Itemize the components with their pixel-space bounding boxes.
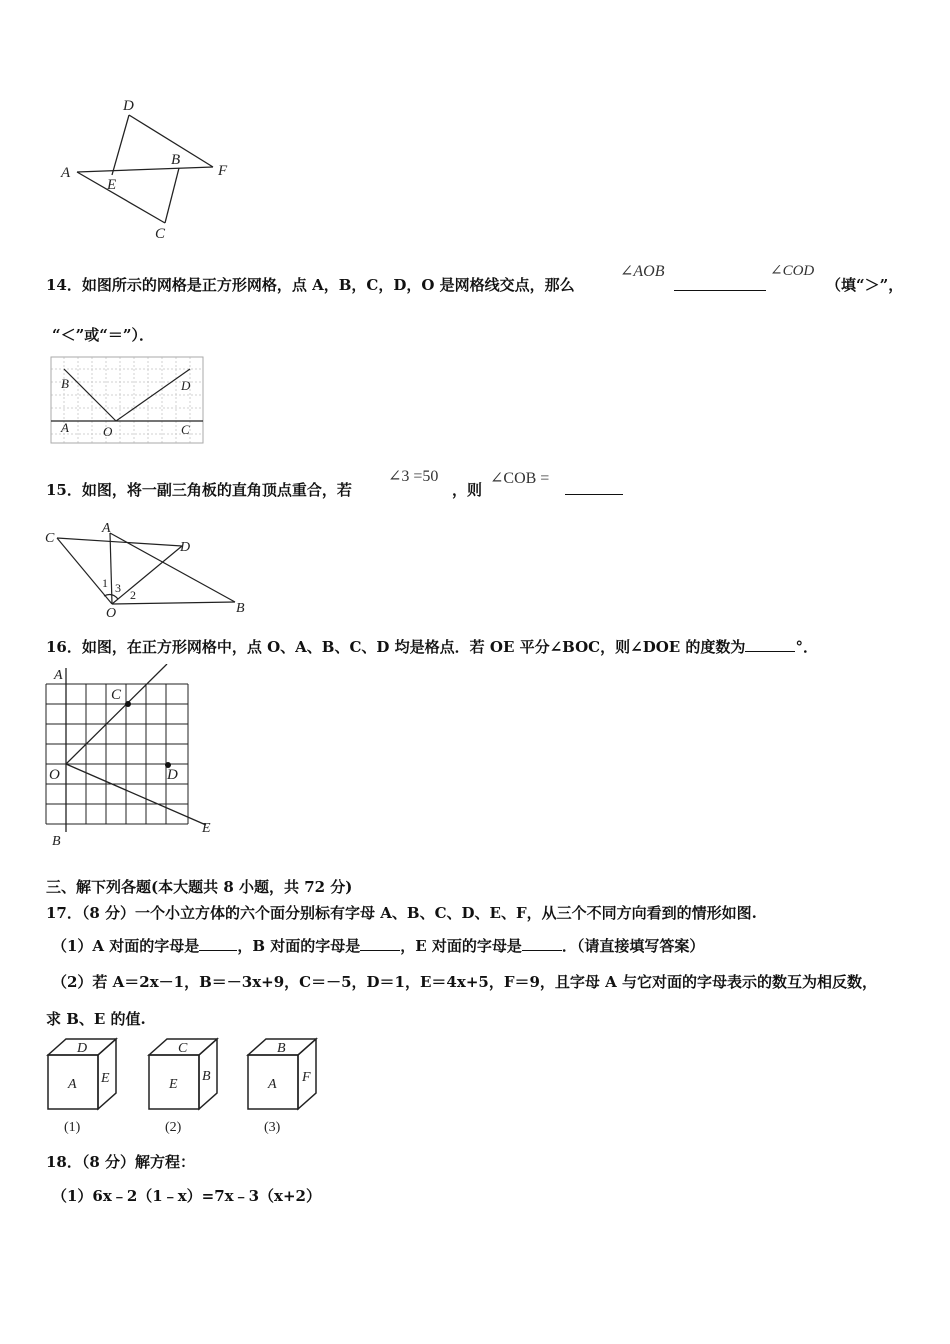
question-number: 16． <box>46 638 82 656</box>
question-number: 17． <box>46 904 82 922</box>
question-16-tail: °． <box>795 638 818 656</box>
line-OB <box>112 602 235 604</box>
figure-q16-grid <box>40 664 220 849</box>
line-OE <box>66 764 206 825</box>
cube-1 <box>40 1036 130 1138</box>
cube-3 <box>240 1036 330 1138</box>
question-text: 如图，将一副三角板的直角顶点重合，若 <box>81 481 352 499</box>
label-B: B <box>171 152 181 168</box>
question-15 <box>46 479 352 500</box>
label-O: O <box>49 767 60 783</box>
cube-front-label: E <box>169 1077 178 1092</box>
line-OC <box>66 664 167 764</box>
label-B: B <box>52 834 61 849</box>
cube-side-label: E <box>101 1071 110 1086</box>
cube-caption: (1) <box>64 1120 81 1135</box>
label-E: E <box>107 177 117 193</box>
label-C: C <box>111 687 122 703</box>
angle-cob: ∠COB = <box>490 470 550 487</box>
answer-blank-15[interactable] <box>565 493 623 495</box>
question-number: 14． <box>46 276 82 294</box>
question-text: 如图，在正方形网格中，点 O、A、B、C、D 均是格点．若 OE 平分∠BOC，则∠DOE 的度数为 <box>81 638 746 656</box>
label-B: B <box>236 601 245 616</box>
question-17 <box>46 902 757 923</box>
label-A: A <box>54 668 63 683</box>
answer-blank-14[interactable] <box>674 289 766 291</box>
question-text: （8 分）一个小立方体的六个面分别标有字母 A、B、C、D、E、F，从三个不同方向看到的情形如图. <box>81 904 757 922</box>
label-B: B <box>61 376 69 391</box>
label-A: A <box>61 165 71 181</box>
line-AC <box>77 172 165 223</box>
angle-aob: ∠AOB <box>620 263 665 280</box>
cube-side-label: F <box>302 1070 311 1085</box>
question-17-part1: （1）A 对面的字母是 ，B 对面的字母是 ，E 对面的字母是 ．（请直接填写答案） <box>52 937 705 955</box>
line-CD <box>57 538 182 546</box>
point-C <box>125 701 131 707</box>
figure-q15 <box>40 520 250 620</box>
label-O: O <box>103 424 113 439</box>
line-CO <box>57 538 112 604</box>
answer-blank-17-c[interactable] <box>522 936 562 951</box>
line-AF <box>77 167 213 172</box>
label-O: O <box>106 606 117 620</box>
line-AB <box>110 533 235 602</box>
label-1: 1 <box>102 576 108 590</box>
question-14 <box>46 274 575 295</box>
question-17-part2-cont: 求 B、E 的值. <box>46 1010 146 1028</box>
label-F: F <box>218 163 228 179</box>
line-DO <box>112 546 182 604</box>
question-16 <box>46 636 818 657</box>
cube-front-label: A <box>268 1077 277 1092</box>
line-AO <box>110 533 112 604</box>
answer-blank-17-a[interactable] <box>199 936 237 951</box>
question-number: 15． <box>46 481 82 499</box>
label-C: C <box>45 531 55 546</box>
cube-top-label: C <box>178 1041 188 1056</box>
section-3-title: 三、解下列各题(本大题共 8 小题，共 72 分) <box>46 878 353 896</box>
label-C: C <box>181 422 190 437</box>
line-DE <box>112 115 129 175</box>
label-E: E <box>202 821 211 836</box>
cube-front-label: A <box>68 1077 77 1092</box>
label-A: A <box>61 420 69 435</box>
question-text: 如图所示的网格是正方形网格，点 A，B，C，D，O 是网格线交点，那么 <box>81 276 575 294</box>
given-angle-3: ∠3 =50 <box>388 468 439 485</box>
label-D: D <box>167 767 178 783</box>
question-17-part2: （2）若 A＝2x－1，B＝－3x+9，C＝－5，D＝1，E＝4x+5，F＝9，且字母 A 与它对面的字母表示的数互为相反数， <box>52 973 877 991</box>
question-text: （8 分）解方程： <box>81 1153 196 1171</box>
question-14-tail: （填“＞”， <box>826 276 904 294</box>
question-18-part1: （1）6x﹣2（1﹣x）=7x﹣3（x+2） <box>52 1187 321 1205</box>
question-number: 18． <box>46 1153 82 1171</box>
label-D: D <box>123 98 134 114</box>
label-2: 2 <box>130 588 136 602</box>
label-C: C <box>155 226 166 242</box>
label-D: D <box>180 540 191 555</box>
cube-top-label: B <box>277 1041 286 1056</box>
line-CB <box>165 168 179 223</box>
cube-caption: (3) <box>264 1120 281 1135</box>
angle-cod: ∠COD <box>770 263 815 279</box>
question-15-mid: ，则 <box>452 481 483 499</box>
cube-side-label: B <box>202 1069 211 1084</box>
cube-top-label: D <box>77 1041 88 1056</box>
question-18 <box>46 1151 195 1172</box>
label-D: D <box>181 378 191 393</box>
figure-q14-grid <box>50 356 204 444</box>
answer-blank-16[interactable] <box>745 637 795 652</box>
cube-2 <box>141 1036 231 1138</box>
answer-blank-17-b[interactable] <box>360 936 400 951</box>
question-14-line2: “＜”或“＝”）． <box>52 326 155 344</box>
label-3: 3 <box>115 581 121 595</box>
figure-q13 <box>55 95 245 245</box>
cube-caption: (2) <box>165 1120 182 1135</box>
label-A: A <box>102 521 111 536</box>
